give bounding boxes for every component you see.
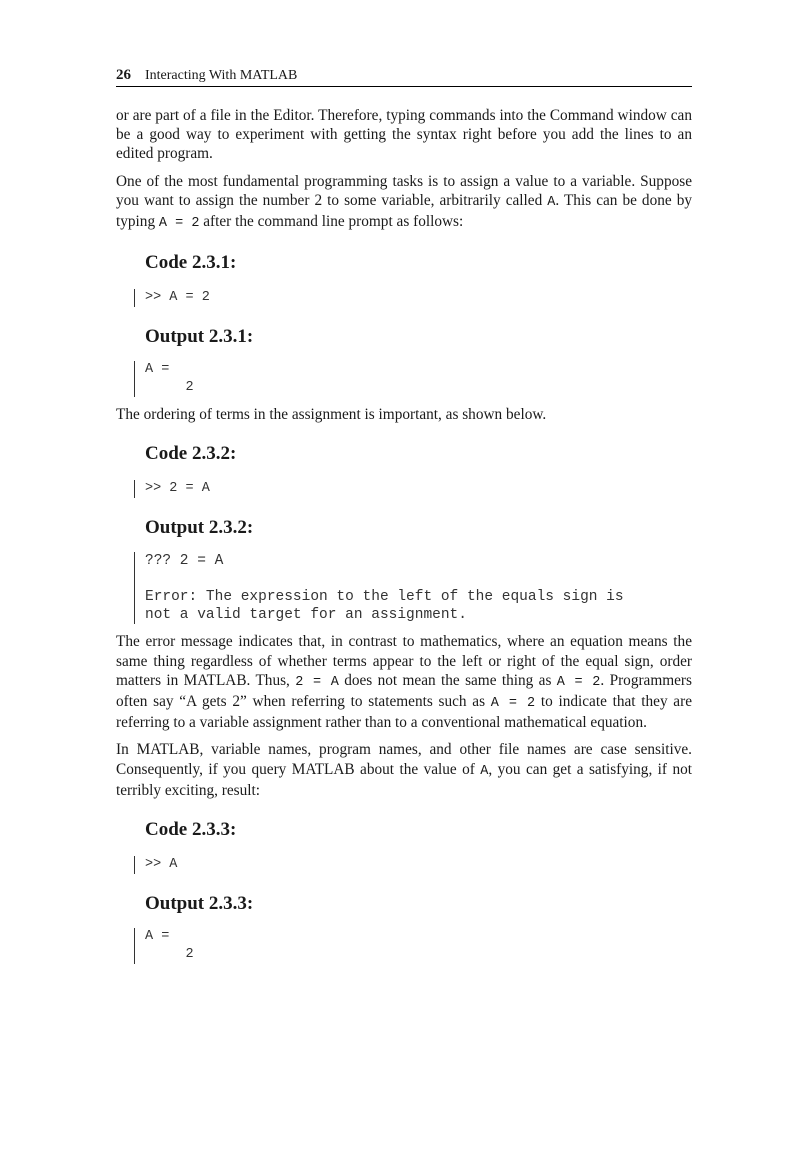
inline-code: A — [480, 763, 489, 779]
output-listing: ??? 2 = A Error: The expression to the left of the equals sign is not a valid target for an assignment. — [134, 552, 692, 624]
paragraph-2-text-c: after the command line prompt as follows: — [199, 213, 464, 231]
output-heading: Output 2.3.3: — [145, 893, 254, 915]
code-heading: Code 2.3.2: — [145, 443, 237, 465]
code-listing: >> A = 2 — [134, 289, 692, 307]
running-title: Interacting With MATLAB — [145, 68, 298, 83]
paragraph-2-text-b: . This can be done by typing — [116, 191, 692, 231]
inline-code: 2 = A — [295, 674, 339, 690]
paragraph-2-text-a: One of the most fundamental programming tasks is to assign a value to a variable. Suppose you want to assign the number 2 to some variable, arbitrarily called — [116, 172, 692, 209]
output-heading: Output 2.3.1: — [145, 326, 254, 348]
paragraph-4-text-d: to indicate that they are referring to a variable assignment rather than to a conventional mathematical equation. — [116, 693, 692, 732]
paragraph-4-text-a: The error message indicates that, in contrast to mathematics, where an equation means the same thing regardless of whether terms appear to the left or right of the equal sign, order matters in MATLAB. Thus, — [116, 633, 692, 689]
code-heading: Code 2.3.1: — [145, 252, 237, 274]
paragraph-5-text-b: , you can get a satisfying, if not terribly exciting, result: — [116, 760, 692, 799]
code-heading: Code 2.3.3: — [145, 819, 237, 841]
inline-code: A — [547, 194, 556, 210]
inline-code: A = 2 — [158, 216, 200, 232]
paragraph-4-text-c: . Programmers often say “A gets 2” when referring to statements such as — [116, 671, 692, 711]
paragraph-5-text-a: In MATLAB, variable names, program names, and other file names are case sensitive. Consequently, if you query MATLAB about the value of — [116, 741, 692, 778]
inline-code: A = 2 — [490, 696, 536, 712]
paragraph-1: or are part of a file in the Editor. Therefore, typing commands into the Command window can be a good way to experiment with getting the syntax right before you add the lines to an edited program. — [116, 107, 692, 163]
paragraph-4-text-b: does not mean the same thing as — [338, 671, 557, 689]
paragraph-4 — [116, 632, 692, 732]
code-listing: >> 2 = A — [134, 480, 692, 498]
output-heading: Output 2.3.2: — [145, 517, 254, 539]
page-content — [116, 106, 692, 972]
paragraph-5 — [116, 740, 692, 800]
code-listing: >> A — [134, 856, 692, 874]
output-listing: A = 2 — [134, 361, 692, 397]
paragraph-2 — [116, 172, 692, 234]
running-header — [116, 66, 692, 87]
inline-code: A = 2 — [556, 674, 601, 690]
page-number: 26 — [116, 67, 131, 83]
output-listing: A = 2 — [134, 928, 692, 964]
paragraph-3: The ordering of terms in the assignment is important, as shown below. — [116, 406, 547, 424]
